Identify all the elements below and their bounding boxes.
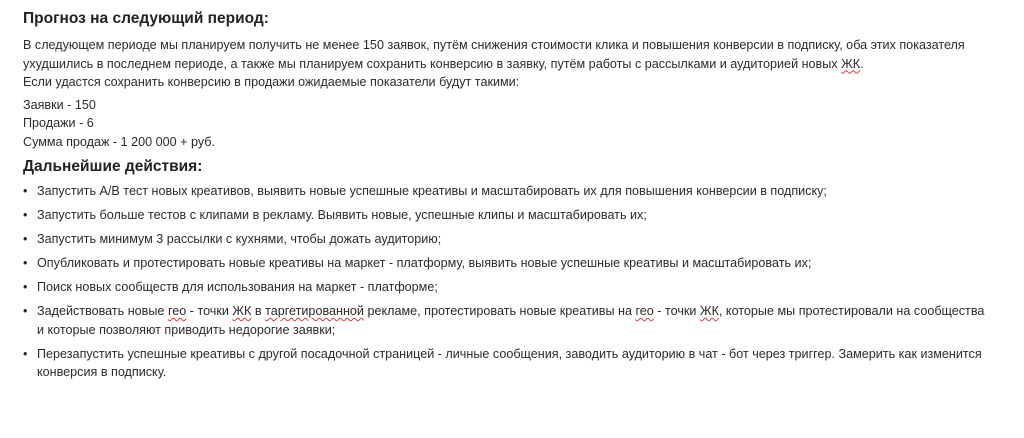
spellcheck-word-geo: гео <box>167 304 187 318</box>
list-item-text: Опубликовать и протестировать новые креативы на маркет - платформу, выявить новые успешные креативы и масштабировать их; <box>37 256 812 270</box>
forecast-heading: Прогноз на следующий период: <box>23 10 269 27</box>
spellcheck-word-zk: ЖК <box>232 304 252 318</box>
forecast-condition: Если удастся сохранить конверсию в продажи ожидаемые показатели будут такими: <box>23 75 520 89</box>
stat-revenue: Сумма продаж - 1 200 000 + руб. <box>23 134 215 149</box>
bullet-icon: • <box>23 304 28 318</box>
list-item <box>23 182 994 201</box>
list-item <box>23 206 994 225</box>
list-item <box>23 254 994 273</box>
text-segment: в <box>251 304 266 318</box>
bullet-icon: • <box>23 256 28 270</box>
forecast-stats <box>23 96 994 152</box>
stat-sales: Продажи - 6 <box>23 116 94 130</box>
spellcheck-word-targeted: таргетированной <box>265 304 364 318</box>
text-segment: - точки <box>186 304 233 318</box>
list-item <box>23 345 994 382</box>
text-segment: , которые мы протестировали на сообщества и которые позволяют приводить недорогие заявки; <box>37 304 985 337</box>
actions-heading: Дальнейшие действия: <box>23 158 203 175</box>
bullet-icon: • <box>23 208 28 222</box>
list-item-text: Запустить больше тестов с клипами в рекламу. Выявить новые, успешные клипы и масштабировать их; <box>37 208 647 222</box>
forecast-paragraph-text: В следующем периоде мы планируем получить не менее 150 заявок, путём снижения стоимости клика и повышения конверсии в подписку, оба этих показателя ухудшились в последнем периоде, а также мы планируем сохранить конверсию в заявку, путём работы с рассылками и аудиторией новых <box>23 38 965 71</box>
text-segment: - точки <box>653 304 700 318</box>
list-item-text: Запустить A/B тест новых креативов, выявить новые успешные креативы и масштабировать их для повышения конверсии в подписку; <box>37 184 827 198</box>
list-item <box>23 302 994 339</box>
bullet-icon: • <box>23 232 28 246</box>
list-item-text <box>37 304 984 337</box>
bullet-icon: • <box>23 184 28 198</box>
spellcheck-word-zk: ЖК <box>699 304 719 318</box>
spellcheck-word-zk: ЖК <box>841 56 861 71</box>
stat-leads: Заявки - 150 <box>23 97 96 112</box>
forecast-paragraph-end: . <box>860 56 864 71</box>
list-item-text: Поиск новых сообществ для использования на маркет - платформе; <box>37 280 438 294</box>
forecast-paragraph <box>23 36 994 73</box>
list-item <box>23 230 994 249</box>
actions-list <box>23 182 994 382</box>
list-item-text: Перезапустить успешные креативы с другой посадочной страницей - личные сообщения, заводить аудиторию в чат - бот через триггер. Замерить как изменится конверсия в подписку. <box>37 346 982 379</box>
bullet-icon: • <box>23 346 28 361</box>
text-segment: рекламе, протестировать новые креативы на <box>363 304 636 318</box>
list-item-text: Запустить минимум 3 рассылки с кухнями, чтобы дожать аудиторию; <box>37 232 442 246</box>
bullet-icon: • <box>23 280 28 294</box>
list-item <box>23 278 994 297</box>
text-segment: Задействовать новые <box>37 304 168 318</box>
spellcheck-word-geo: гео <box>635 304 654 318</box>
